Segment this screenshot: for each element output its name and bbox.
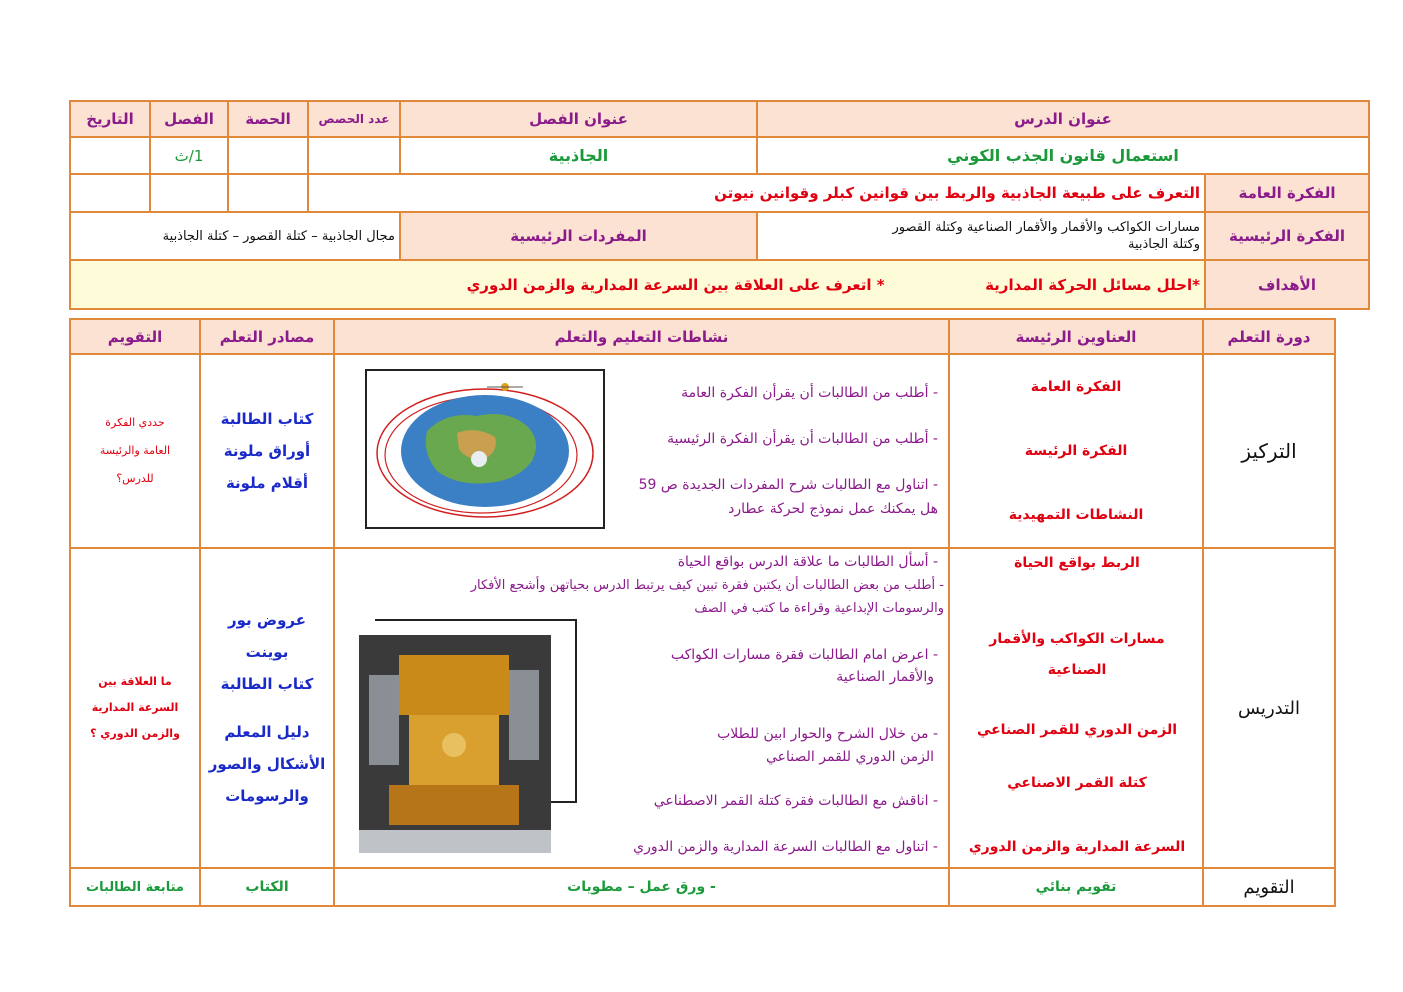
teaching-activity-1: - أسأل الطالبات ما علاقة الدرس بواقع الحياة — [677, 554, 938, 570]
assessment-resources: الكتاب — [200, 868, 334, 906]
teaching-activity-9: - اتناول مع الطالبات السرعة المدارية والزمن الدوري — [633, 839, 938, 855]
assessment-evaluation: متابعة الطالبات — [70, 868, 200, 906]
objective-2: * اتعرف على العلاقة بين السرعة المدارية والزمن الدوري — [466, 275, 885, 294]
main-titles-header: العناوين الرئيسة — [949, 319, 1203, 354]
teaching-cycle: التدريس — [1203, 548, 1335, 868]
objectives-label: الأهداف — [1205, 260, 1369, 309]
teaching-activity-3: والرسومات الإبداعية وقراءة ما كتب في الصف — [694, 601, 944, 616]
assessment-activities: - ورق عمل – مطويات — [334, 868, 949, 906]
unit-title-value: الجاذبية — [400, 137, 757, 174]
evaluation-header: التقويم — [70, 319, 200, 354]
earth-orbit-image — [365, 369, 605, 529]
assessment-cycle: التقويم — [1203, 868, 1335, 906]
teaching-activity-2: - أطلب من بعض الطالبات أن يكتبن فقرة تبين كيف يرتبط الدرس بحياتهن وأشجع الأفكار — [470, 578, 944, 593]
period-value — [228, 137, 308, 174]
period-label: الحصة — [228, 101, 308, 137]
teaching-evaluation: ما العلاقة بين السرعة المدارية والزمن الدوري ؟ — [70, 548, 200, 868]
teaching-titles: الربط بواقع الحياة مسارات الكواكب والأقمار الصناعية الزمن الدوري للقمر الصناعي كتلة القمر الاصناعي السرعة المدارية والزمن الدوري — [949, 548, 1203, 868]
earth-orbit-icon — [367, 371, 603, 527]
class-label: الفصل — [150, 101, 228, 137]
cycle-header: دورة التعلم — [1203, 319, 1335, 354]
general-idea-empty-3 — [70, 174, 150, 212]
focus-activity-3: - اتناول مع الطالبات شرح المفردات الجديدة ص 59 — [638, 477, 938, 493]
activities-header: نشاطات التعليم والتعلم — [334, 319, 949, 354]
teaching-activity-4: - اعرض امام الطالبات فقرة مسارات الكواكب — [670, 647, 938, 663]
assessment-title: تقويم بنائي — [949, 868, 1203, 906]
focus-activity-4: هل يمكنك عمل نموذج لحركة عطارد — [728, 501, 938, 517]
focus-titles: الفكرة العامة الفكرة الرئيسة النشاطات التمهيدية — [949, 354, 1203, 548]
periods-count-value — [308, 137, 400, 174]
focus-cycle: التركيز — [1203, 354, 1335, 548]
teaching-activity-5: والأقمار الصناعية — [836, 669, 934, 685]
general-idea-empty-1 — [228, 174, 308, 212]
general-idea-value: التعرف على طبيعة الجاذبية والربط بين قوانين كبلر وقوانين نيوتن — [308, 174, 1205, 212]
unit-title-label: عنوان الفصل — [400, 101, 757, 137]
date-value — [70, 137, 150, 174]
focus-evaluation: حددي الفكرة العامة والرئيسة للدرس؟ — [70, 354, 200, 548]
focus-resources: كتاب الطالبة أوراق ملونة أقلام ملونة — [200, 354, 334, 548]
focus-activities — [334, 354, 949, 548]
date-label: التاريخ — [70, 101, 150, 137]
class-value: 1/ث — [150, 137, 228, 174]
main-idea-label: الفكرة الرئيسية — [1205, 212, 1369, 260]
teaching-activity-8: - اناقش مع الطالبات فقرة كتلة القمر الاصطناعي — [653, 793, 938, 809]
teaching-activities — [334, 548, 949, 868]
general-idea-label: الفكرة العامة — [1205, 174, 1369, 212]
vocab-value: مجال الجاذبية – كتلة القصور – كتلة الجاذبية — [70, 212, 400, 260]
vocab-label: المفردات الرئيسية — [400, 212, 757, 260]
teaching-activity-7: الزمن الدوري للقمر الصناعي — [766, 749, 934, 765]
focus-activity-1: - أطلب من الطالبات أن يقرأن الفكرة العامة — [681, 385, 938, 401]
lesson-info-table — [69, 100, 1370, 310]
objectives-value — [70, 260, 1205, 309]
satellite-image — [359, 635, 551, 853]
lesson-plan-table — [69, 318, 1336, 907]
teaching-resources: عروض بور بوينت كتاب الطالبة دليل المعلم الأشكال والصور والرسومات — [200, 548, 334, 868]
focus-activity-2: - أطلب من الطالبات أن يقرأن الفكرة الرئيسية — [667, 431, 938, 447]
periods-count-label: عدد الحصص — [308, 101, 400, 137]
main-idea-value: مسارات الكواكب والأقمار والأقمار الصناعية وكتلة القصور وكتلة الجاذبية — [757, 212, 1205, 260]
lesson-title-label: عنوان الدرس — [757, 101, 1369, 137]
general-idea-empty-2 — [150, 174, 228, 212]
lesson-title-value: استعمال قانون الجذب الكوني — [757, 137, 1369, 174]
objective-1: *احلل مسائل الحركة المدارية — [985, 275, 1200, 294]
teaching-activity-6: - من خلال الشرح والحوار ابين للطلاب — [717, 726, 938, 742]
resources-header: مصادر التعلم — [200, 319, 334, 354]
satellite-icon — [359, 635, 551, 853]
